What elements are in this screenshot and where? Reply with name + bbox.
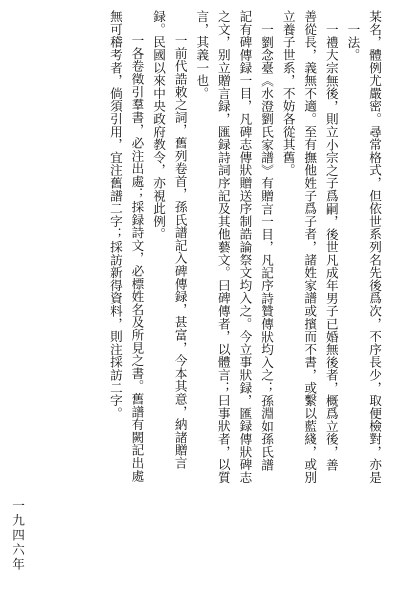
text-column-9: 言，其義一也。 xyxy=(194,10,210,100)
text-column-6: 一劉念臺《水澄劉氏家譜》有贈言一目，凡記序詩贊傳狀均入之；孫淵如孫氏譜 xyxy=(259,23,275,471)
text-column-4: 善從長，義無不適。至有撫他姓子爲子者，諸姓家譜或擯而不書，或繫以藍綫，或別 xyxy=(302,10,318,484)
vertical-text-body xyxy=(104,10,385,555)
text-column-7: 記有碑傳録一目，凡碑志傳狀贈送序制誥論祭文均入之。今立事狀録，匯録傳狀碑志 xyxy=(237,10,253,484)
text-column-1: 某名，體例尤嚴密。尋常格式，但依世系列名先後爲次，不序長少，取便檢對，亦是 xyxy=(367,10,382,484)
text-column-5: 立養子世系，不妨各從其舊。 xyxy=(280,10,296,177)
text-column-2: 一法。 xyxy=(345,23,361,62)
text-column-10: 一前代誥敕之詞，舊列卷首，孫氏譜記入碑傳録，甚富，今本其意，納諸贈言 xyxy=(172,34,188,470)
text-column-3: 一禮大宗無後，則立小宗之子爲嗣，後世凡成年男子已婚無後者，概爲立後，善 xyxy=(323,23,339,471)
text-column-13: 無可稽考者，倘須引用，宜注舊譜二字；採訪新得資料，則注採訪二字。 xyxy=(107,10,123,420)
text-column-11: 録。民國以來中央政府教令，亦視此例。 xyxy=(151,10,167,241)
text-column-12: 一各卷徵引羣書，必注出處；採録詩文，必標姓名及所見之書。舊譜有闕記出處 xyxy=(129,34,145,482)
text-column-8: 之文，别立贈言録，匯録詩詞序記及其他藝文。曰碑傳者，以體言；曰事狀者，以質 xyxy=(215,10,231,484)
footer-year: 一九四六年 xyxy=(10,499,25,572)
